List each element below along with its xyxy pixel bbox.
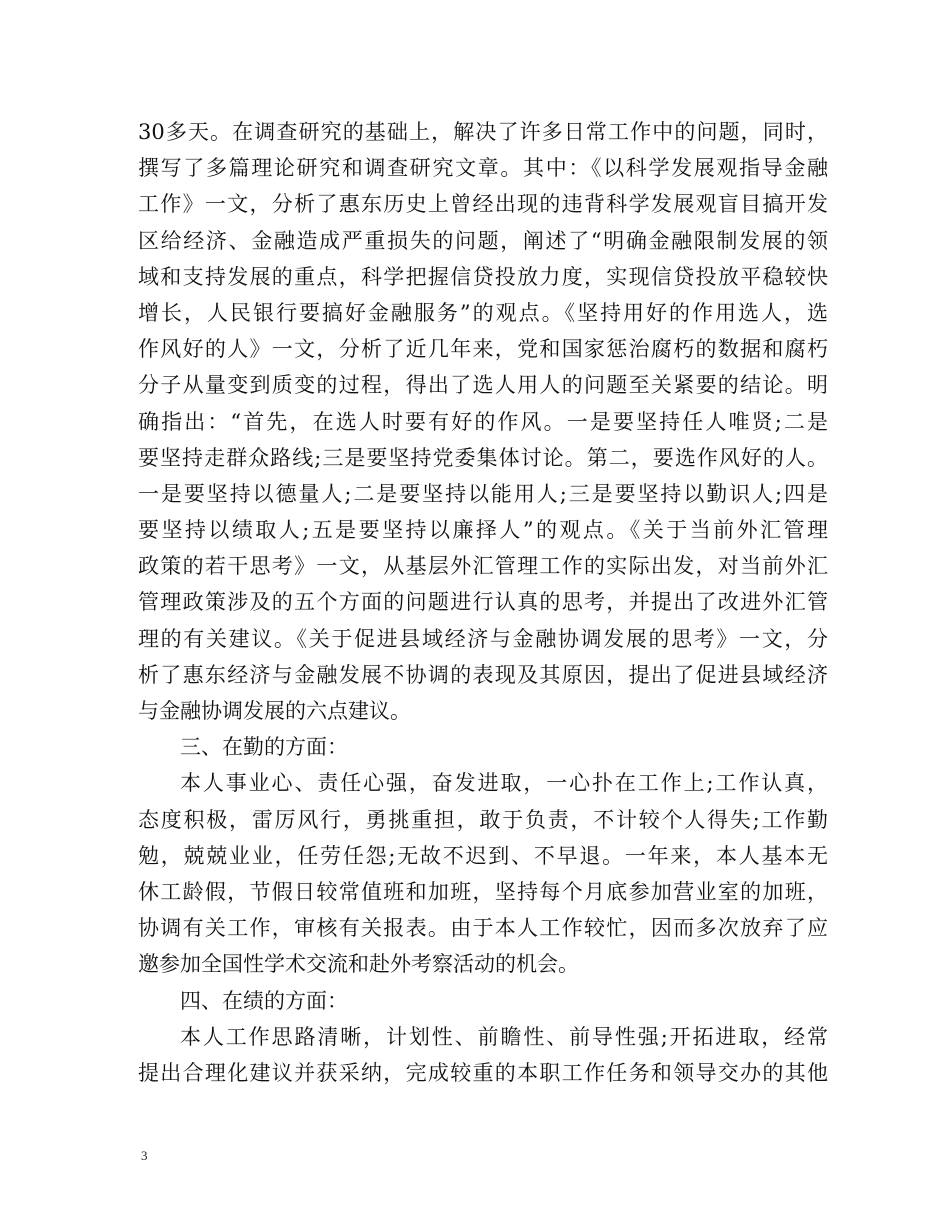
text-line: 要坚持以绩取人;五是要坚持以廉择人”的观点。《关于当前外汇管理 [138, 518, 828, 543]
text-line: 撰写了多篇理论研究和调查研究文章。其中：《以科学发展观指导金融 [138, 156, 828, 181]
text-line: 确指出：“首先，在选人时要有好的作风。一是要坚持任人唯贤;二是 [138, 409, 828, 434]
text-line: 本人事业心、责任心强，奋发进取，一心扑在工作上;工作认真， [180, 771, 828, 796]
text-line: 理的有关建议。《关于促进县域经济与金融协调发展的思考》一文，分 [138, 626, 828, 651]
page-number: 3 [141, 1148, 148, 1163]
text-line: 析了惠东经济与金融发展不协调的表现及其原因，提出了促进县域经济 [138, 662, 828, 687]
text-line: 政策的若干思考》一文，从基层外汇管理工作的实际出发，对当前外汇 [138, 554, 828, 579]
text-line: 与金融协调发展的六点建议。 [138, 699, 411, 723]
text-line: 邀参加全国性学术交流和赴外考察活动的机会。 [138, 952, 579, 977]
text-line: 勉，兢兢业业，任劳任怨;无故不迟到、不早退。一年来，本人基本无 [138, 843, 828, 868]
text-line: 休工龄假，节假日较常值班和加班，坚持每个月底参加营业室的加班， [138, 879, 828, 904]
text-line: 态度积极，雷厉风行，勇挑重担，敢于负责，不计较个人得失;工作勤 [138, 807, 828, 832]
text-line: 管理政策涉及的五个方面的问题进行认真的思考，并提出了改进外汇管 [138, 590, 828, 615]
text-line: 本人工作思路清晰，计划性、前瞻性、前导性强;开拓进取，经常 [180, 1024, 828, 1049]
body-text [138, 114, 828, 1091]
text-line: 提出合理化建议并获采纳，完成较重的本职工作任务和领导交办的其他 [138, 1060, 828, 1085]
text-line: 一是要坚持以德量人;二是要坚持以能用人;三是要坚持以勤识人;四是 [138, 481, 828, 506]
text-line: 增长，人民银行要搞好金融服务”的观点。《坚持用好的作用选人，选 [138, 300, 828, 325]
text-line: 要坚持走群众路线;三是要坚持党委集体讨论。第二，要选作风好的人。 [138, 445, 828, 470]
text-line: 协调有关工作，审核有关报表。由于本人工作较忙，因而多次放弃了应 [138, 916, 828, 941]
section-heading: 四、在绩的方面： [180, 988, 348, 1013]
text-line: 分子从量变到质变的过程，得出了选人用人的问题至关紧要的结论。明 [138, 373, 828, 398]
text-line: 作风好的人》一文，分析了近几年来，党和国家惩治腐朽的数据和腐朽 [138, 337, 828, 362]
text-line: 工作》一文，分析了惠东历史上曾经出现的违背科学发展观盲目搞开发 [138, 192, 828, 217]
text-line: 区给经济、金融造成严重损失的问题，阐述了“明确金融限制发展的领 [138, 228, 828, 253]
text-line: 域和支持发展的重点，科学把握信贷投放力度，实现信贷投放平稳较快 [138, 264, 828, 289]
text-line: 30多天。在调查研究的基础上，解决了许多日常工作中的问题，同时， [138, 120, 828, 144]
section-heading: 三、在勤的方面： [180, 735, 348, 760]
